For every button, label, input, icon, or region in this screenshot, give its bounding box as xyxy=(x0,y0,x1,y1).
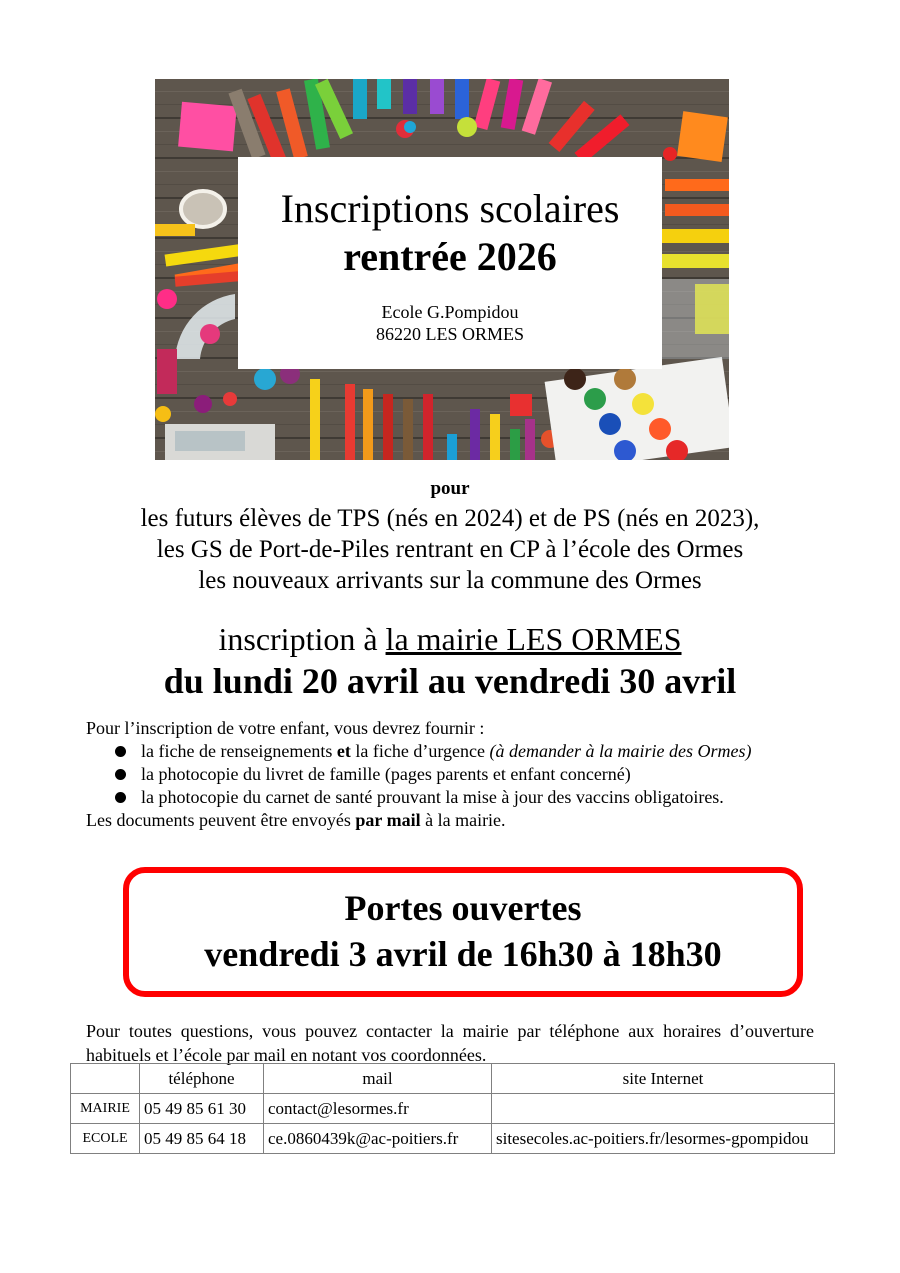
table-header-cell: mail xyxy=(264,1064,492,1094)
document-item xyxy=(86,763,826,786)
table-cell: MAIRIE xyxy=(71,1094,140,1124)
document-item-1-bold: et xyxy=(336,741,351,761)
bullet-icon xyxy=(115,769,126,780)
inscription-place: la mairie LES ORMES xyxy=(385,621,682,657)
table-cell: 05 49 85 61 30 xyxy=(140,1094,264,1124)
audience-line-3: les nouveaux arrivants sur la commune des Ormes xyxy=(198,567,702,594)
documents-footer-bold: par mail xyxy=(355,810,421,830)
bullet-icon xyxy=(115,746,126,757)
table-cell[interactable]: sitesecoles.ac-poitiers.fr/lesormes-gpompidou xyxy=(492,1124,835,1154)
table-header-row xyxy=(71,1064,835,1094)
table-cell[interactable]: contact@lesormes.fr xyxy=(264,1094,492,1124)
table-cell[interactable]: ce.0860439k@ac-poitiers.fr xyxy=(264,1124,492,1154)
open-house-box xyxy=(123,867,803,997)
inscription-dates: du lundi 20 avril au vendredi 30 avril xyxy=(163,661,737,701)
document-item-2: la photocopie du livret de famille (pages parents et enfant concerné) xyxy=(141,764,631,784)
title-line1: Inscriptions scolaires xyxy=(280,186,620,231)
table-row xyxy=(71,1124,835,1154)
documents-intro: Pour l’inscription de votre enfant, vous devrez fournir : xyxy=(86,718,485,738)
documents-footer-a: Les documents peuvent être envoyés xyxy=(86,810,356,830)
document-item-1-a: la fiche de renseignements xyxy=(141,741,337,761)
title-line2: rentrée 2026 xyxy=(343,234,557,279)
documents-footer xyxy=(86,809,826,832)
table-cell xyxy=(492,1094,835,1124)
open-house-title: Portes ouvertes xyxy=(344,888,582,928)
table-cell: 05 49 85 64 18 xyxy=(140,1124,264,1154)
table-header-cell: site Internet xyxy=(492,1064,835,1094)
school-address: 86220 LES ORMES xyxy=(375,324,525,344)
document-item xyxy=(86,740,826,763)
table-header-cell xyxy=(71,1064,140,1094)
hero-image xyxy=(155,79,729,460)
document-item-3: la photocopie du carnet de santé prouvant la mise à jour des vaccins obligatoires. xyxy=(141,787,724,807)
inscription-location xyxy=(0,620,900,658)
school-name: Ecole G.Pompidou xyxy=(381,302,519,322)
table-row xyxy=(71,1094,835,1124)
bullet-icon xyxy=(115,792,126,803)
documents-list xyxy=(86,740,826,809)
contact-text: Pour toutes questions, vous pouvez contacter la mairie par téléphone aux horaires d’ouverture habituels et l’école par mail en notant vos coordonnées. xyxy=(86,1021,814,1065)
audience-intro: pour xyxy=(430,478,470,499)
document-item-1-b: la fiche d’urgence xyxy=(350,741,490,761)
documents-footer-b: à la mairie. xyxy=(420,810,506,830)
audience-line-1: les futurs élèves de TPS (nés en 2024) et de PS (nés en 2023), xyxy=(140,505,760,532)
audience-line-2: les GS de Port-de-Piles rentrant en CP à l’école des Ormes xyxy=(156,536,744,563)
contact-table xyxy=(70,1063,835,1154)
table-header-cell: téléphone xyxy=(140,1064,264,1094)
document-item-1-note: (à demander à la mairie des Ormes) xyxy=(489,741,752,761)
title-box xyxy=(238,157,662,369)
document-item xyxy=(86,786,826,809)
inscription-prefix: inscription à xyxy=(218,621,386,657)
open-house-date: vendredi 3 avril de 16h30 à 18h30 xyxy=(204,934,722,974)
table-cell: ECOLE xyxy=(71,1124,140,1154)
documents-section xyxy=(86,717,826,832)
